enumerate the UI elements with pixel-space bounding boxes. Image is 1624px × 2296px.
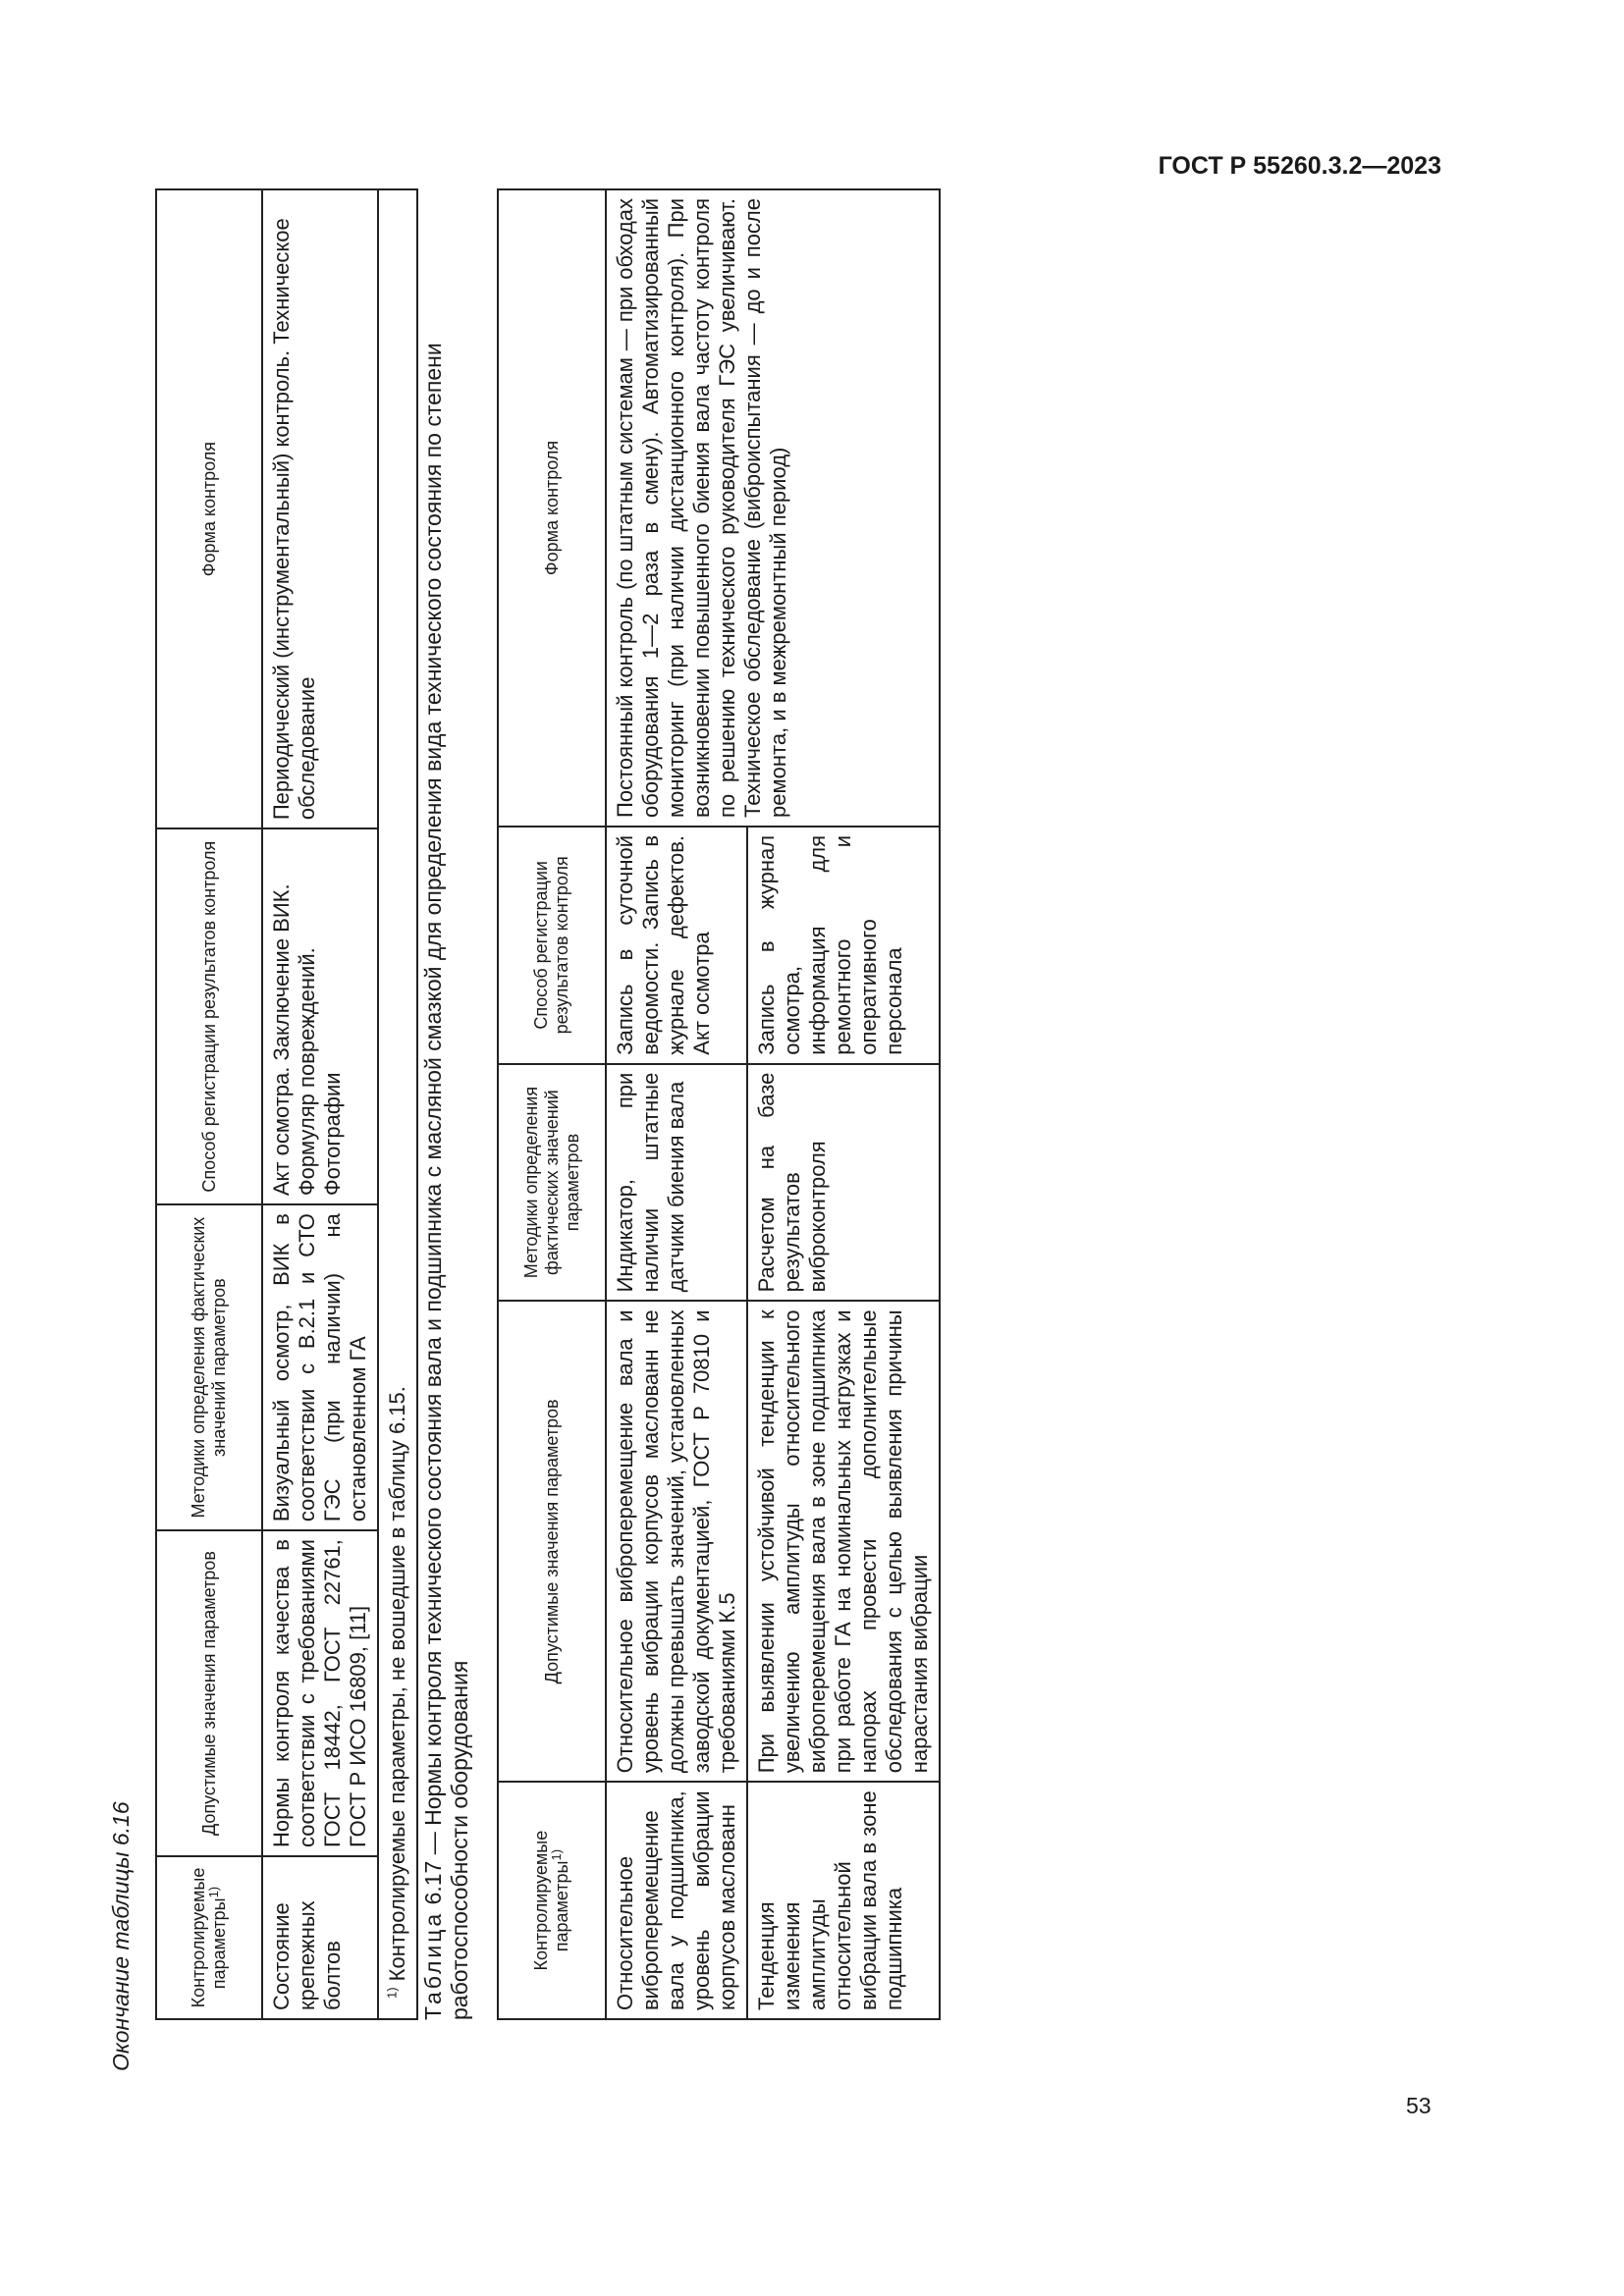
footnote-row xyxy=(378,189,417,2019)
cell-param: Состояние крепежных болтов xyxy=(262,1856,378,2019)
cell-param: Тенденция изменения амплитуды относительной вибрации вала в зоне подшипника xyxy=(747,1782,940,2019)
footnote: $^{1)}$ Контролируемые параметры, не вошедшие в таблицу 6.15. xyxy=(378,189,417,2019)
column-header-form: Форма контроля xyxy=(498,189,606,827)
page-number: 53 xyxy=(1406,2093,1432,2118)
cell-allowed: При выявлении устойчивой тенденции к увеличению амплитуды относительного виброперемещения вала в зоне подшипника при работе ГА на номинальных нагрузках и напорах провести дополнительные обследования с целью выявления причины нарастания вибрации xyxy=(747,1301,940,1782)
rotated-page-content xyxy=(108,198,1168,2071)
table-row xyxy=(606,189,747,2019)
cell-registration: Запись в суточной ведомости. Запись в журнале дефектов. Акт осмотра xyxy=(606,827,747,1064)
cell-allowed: Относительное виброперемещение вала и уровень вибрации корпусов маслованн не должны превышать значений, установленных заводской документацией, ГОСТ Р 70810 и требованиями К.5 xyxy=(606,1301,747,1782)
cell-method: Визуальный осмотр, ВИК в соответствии с В.2.1 и СТО ГЭС (при наличии) на остановленном ГА xyxy=(262,1204,378,1530)
cell-allowed: Нормы контроля качества в соответствии с требованиями ГОСТ 18442, ГОСТ 22761, ГОСТ Р ИСО 16809, [11] xyxy=(262,1530,378,1856)
cell-form: Постоянный контроль (по штатным системам — при обходах оборудования 1—2 раза в смену). Автоматизированный мониторинг (при наличии дистанционного контроля). При возникновении повышенного биения вала частоту контроля по решению технического руководителя ГЭС увеличивают. Техническое обследование (виброиспытания — до и после ремонта, и в межремонтный период) xyxy=(606,189,940,827)
column-header-form: Форма контроля xyxy=(156,189,262,828)
column-header-registration: Способ регистрации результатов контроля xyxy=(156,828,262,1204)
column-header-method: Методики определения фактических значений параметров xyxy=(498,1064,606,1302)
cell-registration: Запись в журнал осмотра, информация для ремонтного и оперативного персонала xyxy=(747,827,940,1064)
cell-method: Индикатор, при наличии штатные датчики биения вала xyxy=(606,1064,747,1302)
table-616-continuation-caption: Окончание таблицы 6.16 xyxy=(108,1801,134,2071)
cell-method: Расчетом на базе результатов виброконтроля xyxy=(747,1064,940,1302)
cell-param: Относительное виброперемещение вала у подшипника, уровень вибрации корпусов маслованн xyxy=(606,1782,747,2019)
column-header-allowed: Допустимые значения параметров xyxy=(156,1530,262,1856)
column-header-allowed: Допустимые значения параметров xyxy=(498,1301,606,1782)
cell-registration: Акт осмотра. Заключение ВИК. Формуляр повреждений. Фотографии xyxy=(262,828,378,1204)
column-header-registration: Способ регистрации результатов контроля xyxy=(498,827,606,1064)
document-code: ГОСТ Р 55260.3.2—2023 xyxy=(1158,152,1441,180)
column-header-params: Контролируемые параметры$^{1)}$ xyxy=(498,1782,606,2019)
cell-form: Периодический (инструментальный) контроль. Техническое обследование xyxy=(262,189,378,828)
column-header-params: Контролируемые параметры$^{1)}$ xyxy=(156,1856,262,2019)
table-6-16 xyxy=(155,188,418,2020)
column-header-method: Методики определения фактических значений параметров xyxy=(156,1204,262,1530)
table-617-caption: Таблица 6.17 — Нормы контроля технического состояния вала и подшипника с масляной смазкой для определения вида технического состояния по степени работоспособности оборудования xyxy=(420,343,472,2020)
table-row xyxy=(262,189,378,2019)
table-6-17 xyxy=(497,188,941,2020)
